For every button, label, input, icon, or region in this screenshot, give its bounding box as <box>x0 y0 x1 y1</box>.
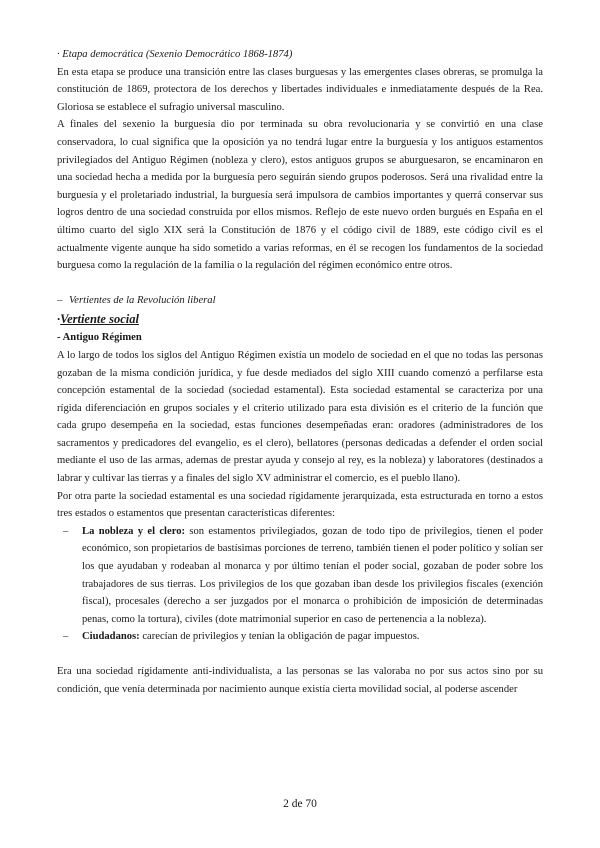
spacer <box>57 646 543 663</box>
antiguo-regimen-paragraph-1: A lo largo de todos los siglos del Antiguo Régimen existía un modelo de sociedad en el que no todas las personas gozaban de la misma condición jurídica, y fue desde mediados del siglo XIII cuando comenzó a perfilarse esta concepción estamental de la sociedad (sociedad estamental). Esta sociedad estamental se caracteriza por una rígida diferenciación en grupos sociales y el criterio utilizado para esta división es el criterio de la función que cada grupo desempeña en la sociedad, estas funciones desempeñadas eran: oradores (administradores de los sacramentos y predicadores del evangelio, es el clero), bellatores (personas dedicadas a defender el orden social mediante el uso de las armas, ademas de prestar ayuda y consejo al rey, es la nobleza) y laboratores (destinados a labrar y cultivar las tierras y a finales del siglo XV administrar el comercio, es el pueblo llano). <box>57 349 543 485</box>
list-item <box>57 628 543 646</box>
vertiente-social-text: Vertiente social <box>60 312 139 327</box>
final-paragraph: Era una sociedad rígidamente anti-individualista, a las personas se las valoraba no por sus actos sino por su condición, que venía determinada por nacimiento aunque existía cierta movilidad social, al poderse ascender <box>57 666 543 695</box>
vertientes-heading-text: Vertientes de la Revolución liberal <box>69 294 216 306</box>
era-heading: · Etapa democrática (Sexenio Democrático 1868-1874) <box>57 49 293 60</box>
spacer <box>57 275 543 292</box>
dash-marker: – <box>57 294 63 306</box>
page-number: 2 de 70 <box>283 798 317 810</box>
list-item-term: Ciudadanos: <box>82 631 140 643</box>
page-content <box>57 46 543 698</box>
list-bullet: – <box>63 631 69 643</box>
list-item <box>57 523 543 629</box>
antiguo-regimen-heading: - Antiguo Régimen <box>57 332 142 344</box>
era-paragraph-2: A finales del sexenio la burguesía dio por terminada su obra revolucionaria y se convirtió en una clase conservadora, lo cual significa que la oposición ya no tendrá lugar entre la burguesía y los antiguos estamentos privilegiados del Antiguo Régimen (nobleza y clero), estos antiguos grupos se aburguesaron, se encaminaron en una sociedad hecha a medida por la burguesía pero seguirán siendo grupos poderosos. Será una rivalidad entre la burguesía y el proletariado industrial, la burguesía será impulsora de cambios importantes y querrá conservar sus logros dentro de una sociedad construida por ellos mismos. Reflejo de este nuevo orden burgués en España en el último cuarto del siglo XIX será la Constitución de 1876 y el código civil de 1889, este código civil es el actualmente vigente aunque ha sido sometido a varias reformas, en él se recogen los fundamentos de la sociedad burguesa como la regulación de la familia o la regulación del régimen económico entre otros. <box>57 119 543 272</box>
heading-bullet: · <box>57 312 61 327</box>
list-item-text: son estamentos privilegiados, gozan de todo tipo de privilegios, tienen el poder económico, son propietarios de bastísimas porciones de terreno, también tienen el poder político y solían ser los que ayudaban y rodeaban al monarca y por último tenían el poder social, gozaban de poder sobre los trabajadores de sus tierras. Los privilegios de los que gozaban iban desde los privilegios fiscales (exención fiscal), procesales (derecho a ser juzgados por el monarca o prohibición de imposición de determinadas penas, como la tortura), civiles (dote matrimonial superior en caso de pertenencia a la nobleza). <box>82 525 543 625</box>
era-paragraph-1: En esta etapa se produce una transición entre las clases burguesas y las emergentes clases obreras, se promulga la constitución de 1869, protectora de los derechos y libertades individuales e inmediatamente después de la Rea. Gloriosa se establece el sufragio universal masculino. <box>57 66 543 113</box>
estamentos-list <box>57 523 543 646</box>
vertientes-heading <box>57 292 543 310</box>
antiguo-regimen-paragraph-2: Por otra parte la sociedad estamental es una sociedad rígidamente jerarquizada, esta estructurada en torno a estos tres estados o estamentos que presentan características diferentes: <box>57 490 543 520</box>
list-item-term: La nobleza y el clero: <box>82 525 186 537</box>
vertiente-social-heading <box>57 309 543 329</box>
list-bullet: – <box>63 525 69 537</box>
list-item-text: carecían de privilegios y tenían la obligación de pagar impuestos. <box>139 631 420 643</box>
